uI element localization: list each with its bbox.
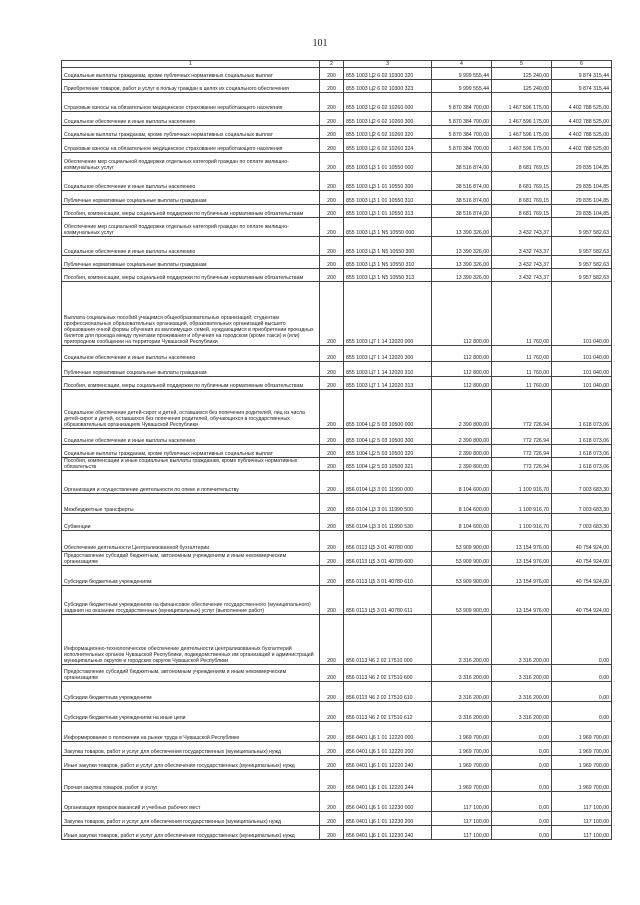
row-approved-cell: 13 390 326,00 (432, 237, 492, 256)
table-row (62, 756, 612, 770)
row-code-cell: 200 (320, 93, 344, 112)
row-remainder-cell: 4 402 788 525,00 (552, 139, 612, 153)
table-row (62, 514, 612, 531)
row-code-cell: 200 (320, 742, 344, 756)
row-name-cell: Предоставление субсидий бюджетным, автономным учреждениям и иным некоммерческим организациям (62, 552, 320, 566)
row-executed-cell: 11 760,00 (492, 377, 552, 390)
row-approved-cell: 9 999 555,44 (432, 80, 492, 93)
row-remainder-cell: 101 040,00 (552, 377, 612, 390)
row-remainder-cell: 0,00 (552, 682, 612, 702)
table-row (62, 812, 612, 826)
row-approved-cell: 2 390 800,00 (432, 445, 492, 458)
row-executed-cell: 13 154 976,00 (492, 586, 552, 615)
row-approved-cell: 3 316 200,00 (432, 665, 492, 682)
row-classification-cell: 855 1004 Ц2 5 03 10500 300 (344, 429, 432, 445)
row-name-cell: Организация ярмарок вакансий и учебных рабочих мест (62, 792, 320, 812)
row-code-cell: 200 (320, 153, 344, 172)
row-approved-cell: 112 800,00 (432, 362, 492, 377)
row-approved-cell: 53 909 900,00 (432, 586, 492, 615)
row-classification-cell: 855 1003 Ц2 6 02 10260 300 (344, 112, 432, 126)
table-row (62, 471, 612, 494)
row-name-cell: Социальное обеспечение и иные выплаты населению (62, 172, 320, 191)
row-approved-cell: 5 870 384 700,00 (432, 126, 492, 139)
row-remainder-cell: 1 969 700,00 (552, 742, 612, 756)
row-code-cell: 200 (320, 722, 344, 742)
column-number-header: 2 (320, 61, 344, 68)
table-row (62, 615, 612, 665)
row-remainder-cell: 1 618 073,06 (552, 390, 612, 429)
row-code-cell: 200 (320, 531, 344, 552)
row-executed-cell: 8 681 769,15 (492, 205, 552, 218)
row-code-cell: 200 (320, 770, 344, 792)
row-approved-cell: 8 104 600,00 (432, 471, 492, 494)
table-row (62, 377, 612, 390)
row-executed-cell: 3 316 200,00 (492, 665, 552, 682)
row-remainder-cell: 40 754 924,00 (552, 552, 612, 566)
row-code-cell: 200 (320, 80, 344, 93)
row-remainder-cell: 29 835 104,85 (552, 205, 612, 218)
row-code-cell: 200 (320, 377, 344, 390)
row-name-cell: Публичные нормативные социальные выплаты гражданам (62, 362, 320, 377)
row-code-cell: 200 (320, 826, 344, 840)
row-executed-cell: 1 100 916,70 (492, 514, 552, 531)
row-remainder-cell: 7 003 683,30 (552, 514, 612, 531)
row-approved-cell: 8 104 600,00 (432, 514, 492, 531)
row-name-cell: Социальное обеспечение и иные выплаты населению (62, 429, 320, 445)
row-executed-cell: 0,00 (492, 742, 552, 756)
table-row (62, 826, 612, 840)
row-name-cell: Иные закупки товаров, работ и услуг для обеспечения государственных (муниципальных) нужд (62, 826, 320, 840)
table-row (62, 362, 612, 377)
row-classification-cell: 856 0113 Ч6 2 02 17510 610 (344, 682, 432, 702)
column-number-header: 6 (552, 61, 612, 68)
row-remainder-cell: 9 874 315,44 (552, 80, 612, 93)
row-name-cell: Субсидии бюджетным учреждениям (62, 566, 320, 586)
row-remainder-cell: 9 957 582,63 (552, 218, 612, 237)
row-approved-cell: 117 100,00 (432, 812, 492, 826)
row-classification-cell: 856 0113 Ц5 3 01 40780 000 (344, 531, 432, 552)
row-code-cell: 200 (320, 586, 344, 615)
row-classification-cell: 855 1003 Ц3 1 N5 10550 313 (344, 269, 432, 282)
row-approved-cell: 112 800,00 (432, 377, 492, 390)
row-executed-cell: 125 240,00 (492, 80, 552, 93)
row-classification-cell: 855 1003 Ц2 6 02 10260 324 (344, 139, 432, 153)
row-approved-cell: 13 390 326,00 (432, 218, 492, 237)
row-executed-cell: 8 681 769,15 (492, 191, 552, 205)
row-approved-cell: 9 999 555,44 (432, 68, 492, 80)
row-classification-cell: 855 1003 Ц3 1 01 10550 310 (344, 191, 432, 205)
row-name-cell: Субсидии бюджетным учреждениям на иные цели (62, 702, 320, 722)
row-classification-cell: 856 0401 Ц6 1 01 12230 200 (344, 812, 432, 826)
row-code-cell: 200 (320, 269, 344, 282)
row-executed-cell: 0,00 (492, 826, 552, 840)
row-classification-cell: 855 1004 Ц2 5 03 10500 321 (344, 458, 432, 471)
row-executed-cell: 3 316 200,00 (492, 702, 552, 722)
row-code-cell: 200 (320, 390, 344, 429)
row-executed-cell: 11 760,00 (492, 346, 552, 362)
table-row (62, 112, 612, 126)
row-approved-cell: 112 800,00 (432, 346, 492, 362)
row-code-cell: 200 (320, 139, 344, 153)
row-name-cell: Страховые взносы на обязательное медицинское страхование неработающего населения (62, 93, 320, 112)
row-executed-cell: 125 240,00 (492, 68, 552, 80)
row-classification-cell: 855 1003 Ц3 1 N5 10550 310 (344, 256, 432, 269)
row-classification-cell: 856 0401 Ц6 1 01 12220 000 (344, 722, 432, 742)
row-classification-cell: 856 0113 Ч6 2 02 17510 000 (344, 615, 432, 665)
row-remainder-cell: 9 957 582,63 (552, 269, 612, 282)
row-classification-cell: 855 1003 Ц3 1 N5 10550 300 (344, 237, 432, 256)
row-executed-cell: 11 760,00 (492, 282, 552, 346)
table-row (62, 256, 612, 269)
row-executed-cell: 3 432 743,37 (492, 218, 552, 237)
row-classification-cell: 855 1003 Ц3 1 01 10550 300 (344, 172, 432, 191)
row-remainder-cell: 1 618 073,06 (552, 429, 612, 445)
row-executed-cell: 0,00 (492, 812, 552, 826)
row-remainder-cell: 4 402 788 525,00 (552, 93, 612, 112)
row-classification-cell: 856 0113 Ц5 3 01 40780 610 (344, 566, 432, 586)
row-approved-cell: 112 800,00 (432, 282, 492, 346)
row-name-cell: Субсидии бюджетным учреждениям (62, 682, 320, 702)
row-classification-cell: 856 0401 Ц6 1 01 12220 200 (344, 742, 432, 756)
row-executed-cell: 772 726,94 (492, 445, 552, 458)
row-classification-cell: 856 0104 Ц3 3 01 11990 500 (344, 494, 432, 514)
row-classification-cell: 855 1003 Ц2 6 02 10300 320 (344, 68, 432, 80)
row-classification-cell: 856 0401 Ц6 1 01 12230 240 (344, 826, 432, 840)
row-remainder-cell: 4 402 788 525,00 (552, 126, 612, 139)
row-classification-cell: 855 1003 Ц7 1 14 12020 310 (344, 362, 432, 377)
row-name-cell: Закупка товаров, работ и услуг для обеспечения государственных (муниципальных) нужд (62, 812, 320, 826)
row-approved-cell: 117 100,00 (432, 792, 492, 812)
table-row (62, 191, 612, 205)
row-code-cell: 200 (320, 346, 344, 362)
column-number-header: 4 (432, 61, 492, 68)
row-name-cell: Организация и осуществление деятельности по опеке и попечительству (62, 471, 320, 494)
row-remainder-cell: 101 040,00 (552, 346, 612, 362)
column-number-header: 3 (344, 61, 432, 68)
row-code-cell: 200 (320, 458, 344, 471)
row-name-cell: Иные закупки товаров, работ и услуг для обеспечения государственных (муниципальных) нужд (62, 756, 320, 770)
table-row (62, 205, 612, 218)
row-approved-cell: 38 516 874,00 (432, 191, 492, 205)
row-name-cell: Субсидии бюджетным учреждениям на финансовое обеспечение государственного (муниципального) задания на оказание государственных (муниципальных) услуг (выполнение работ) (62, 586, 320, 615)
row-classification-cell: 855 1004 Ц2 5 03 10500 000 (344, 390, 432, 429)
table-row (62, 346, 612, 362)
row-code-cell: 200 (320, 237, 344, 256)
row-remainder-cell: 0,00 (552, 702, 612, 722)
row-classification-cell: 855 1003 Ц2 6 02 10260 000 (344, 93, 432, 112)
row-remainder-cell: 1 969 700,00 (552, 756, 612, 770)
row-remainder-cell: 9 957 582,63 (552, 237, 612, 256)
row-classification-cell: 856 0104 Ц3 3 01 11990 000 (344, 471, 432, 494)
row-name-cell: Страховые взносы на обязательное медицинское страхование неработающего населения (62, 139, 320, 153)
row-executed-cell: 1 100 916,70 (492, 471, 552, 494)
row-classification-cell: 855 1004 Ц2 5 03 10500 320 (344, 445, 432, 458)
row-executed-cell: 1 467 596 175,00 (492, 112, 552, 126)
row-code-cell: 200 (320, 665, 344, 682)
row-classification-cell: 855 1003 Ц3 1 01 10550 000 (344, 153, 432, 172)
row-executed-cell: 1 100 916,70 (492, 494, 552, 514)
row-name-cell: Приобретение товаров, работ и услуг в пользу граждан в целях их социального обеспечения (62, 80, 320, 93)
row-remainder-cell: 40 754 924,00 (552, 586, 612, 615)
row-remainder-cell: 117 100,00 (552, 826, 612, 840)
row-code-cell: 200 (320, 792, 344, 812)
table-row (62, 139, 612, 153)
row-classification-cell: 855 1003 Ц7 1 14 12020 313 (344, 377, 432, 390)
table-row (62, 93, 612, 112)
table-row (62, 586, 612, 615)
row-code-cell: 200 (320, 566, 344, 586)
row-executed-cell: 0,00 (492, 756, 552, 770)
row-code-cell: 200 (320, 362, 344, 377)
row-remainder-cell: 1 618 073,06 (552, 458, 612, 471)
row-name-cell: Пособия, компенсации, меры социальной поддержки по публичным нормативным обязательствам (62, 269, 320, 282)
column-number-header: 5 (492, 61, 552, 68)
table-row (62, 80, 612, 93)
row-classification-cell: 856 0113 Ц5 3 01 40780 611 (344, 586, 432, 615)
row-name-cell: Информирование о положении на рынке труда в Чувашской Республике (62, 722, 320, 742)
table-row (62, 68, 612, 80)
row-executed-cell: 8 681 769,15 (492, 153, 552, 172)
row-executed-cell: 3 316 200,00 (492, 682, 552, 702)
row-code-cell: 200 (320, 429, 344, 445)
row-remainder-cell: 1 969 700,00 (552, 722, 612, 742)
column-number-header: 1 (62, 61, 320, 68)
row-executed-cell: 3 432 743,37 (492, 269, 552, 282)
row-classification-cell: 855 1003 Ц2 6 02 10260 320 (344, 126, 432, 139)
row-name-cell: Закупка товаров, работ и услуг для обеспечения государственных (муниципальных) нужд (62, 742, 320, 756)
row-remainder-cell: 4 402 788 525,00 (552, 112, 612, 126)
table-body (62, 68, 612, 840)
row-executed-cell: 13 154 976,00 (492, 531, 552, 552)
row-code-cell: 200 (320, 445, 344, 458)
row-remainder-cell: 0,00 (552, 665, 612, 682)
row-classification-cell: 856 0113 Ч6 2 02 17510 612 (344, 702, 432, 722)
row-executed-cell: 11 760,00 (492, 362, 552, 377)
row-executed-cell: 1 467 596 175,00 (492, 139, 552, 153)
row-classification-cell: 855 1003 Ц7 1 14 12020 300 (344, 346, 432, 362)
row-approved-cell: 38 516 874,00 (432, 153, 492, 172)
table-row (62, 702, 612, 722)
table-row (62, 153, 612, 172)
row-code-cell: 200 (320, 756, 344, 770)
table-row (62, 665, 612, 682)
row-approved-cell: 1 969 700,00 (432, 722, 492, 742)
row-name-cell: Пособия, компенсации, меры социальной поддержки по публичным нормативным обязательствам (62, 205, 320, 218)
row-name-cell: Социальное обеспечение и иные выплаты населению (62, 237, 320, 256)
row-name-cell: Межбюджетные трансферты (62, 494, 320, 514)
row-remainder-cell: 29 835 104,85 (552, 153, 612, 172)
row-code-cell: 200 (320, 514, 344, 531)
row-approved-cell: 2 390 800,00 (432, 429, 492, 445)
row-classification-cell: 856 0401 Ц6 1 01 12220 240 (344, 756, 432, 770)
table-row (62, 742, 612, 756)
row-approved-cell: 3 316 200,00 (432, 702, 492, 722)
table-row (62, 172, 612, 191)
row-remainder-cell: 1 618 073,06 (552, 445, 612, 458)
row-executed-cell: 772 726,94 (492, 458, 552, 471)
table-row (62, 566, 612, 586)
row-executed-cell: 1 467 596 175,00 (492, 126, 552, 139)
row-approved-cell: 1 969 700,00 (432, 756, 492, 770)
row-approved-cell: 8 104 600,00 (432, 494, 492, 514)
row-name-cell: Обеспечение мер социальной поддержки отдельных категорий граждан по оплате жилищно-коммунальных услуг (62, 153, 320, 172)
column-number-row (62, 61, 612, 68)
row-name-cell: Обеспечение мер социальной поддержки отдельных категорий граждан по оплате жилищно-коммунальных услуг (62, 218, 320, 237)
row-remainder-cell: 7 003 683,30 (552, 471, 612, 494)
table-row (62, 237, 612, 256)
row-name-cell: Социальные выплаты гражданам, кроме публичных нормативных социальных выплат (62, 68, 320, 80)
row-name-cell: Информационно-технологическое обеспечение деятельности централизованных бухгалтерий исполнительных органов Чувашской Республики, подведомственных им организаций и администраций муниципальных округов и городских округов Чувашской Республики (62, 615, 320, 665)
table-row (62, 792, 612, 812)
row-executed-cell: 772 726,94 (492, 429, 552, 445)
table-row (62, 282, 612, 346)
row-approved-cell: 13 390 326,00 (432, 269, 492, 282)
table-row (62, 552, 612, 566)
row-approved-cell: 1 969 700,00 (432, 742, 492, 756)
row-classification-cell: 855 1003 Ц2 6 02 10300 323 (344, 80, 432, 93)
page-number: 101 (312, 38, 328, 49)
row-code-cell: 200 (320, 682, 344, 702)
table-row (62, 390, 612, 429)
row-remainder-cell: 29 835 104,85 (552, 191, 612, 205)
row-approved-cell: 117 100,00 (432, 826, 492, 840)
row-classification-cell: 856 0113 Ц5 3 01 40780 600 (344, 552, 432, 566)
table-row (62, 458, 612, 471)
row-code-cell: 200 (320, 112, 344, 126)
table-row (62, 429, 612, 445)
row-approved-cell: 1 969 700,00 (432, 770, 492, 792)
row-code-cell: 200 (320, 812, 344, 826)
row-approved-cell: 38 516 874,00 (432, 172, 492, 191)
row-approved-cell: 53 909 900,00 (432, 531, 492, 552)
row-classification-cell: 856 0401 Ц6 1 01 12230 000 (344, 792, 432, 812)
row-code-cell: 200 (320, 471, 344, 494)
row-code-cell: 200 (320, 68, 344, 80)
row-code-cell: 200 (320, 494, 344, 514)
row-executed-cell: 0,00 (492, 770, 552, 792)
table-row (62, 531, 612, 552)
row-name-cell: Предоставление субсидий бюджетным, автономным учреждениям и иным некоммерческим организациям (62, 665, 320, 682)
row-remainder-cell: 101 040,00 (552, 282, 612, 346)
row-name-cell: Субвенции (62, 514, 320, 531)
row-approved-cell: 5 870 384 700,00 (432, 139, 492, 153)
row-code-cell: 200 (320, 552, 344, 566)
row-executed-cell: 3 432 743,37 (492, 256, 552, 269)
row-code-cell: 200 (320, 256, 344, 269)
row-approved-cell: 2 390 800,00 (432, 390, 492, 429)
row-remainder-cell: 117 100,00 (552, 812, 612, 826)
table-row (62, 722, 612, 742)
row-executed-cell: 1 467 596 175,00 (492, 93, 552, 112)
row-approved-cell: 5 870 384 700,00 (432, 93, 492, 112)
row-name-cell: Выплата социальных пособий учащимся общеобразовательных организаций, студентам профессиональных образовательных организаций, образовательных организаций высшего образования очной формы обучения из малоимущих семей, нуждающимся в приобретении проездных билетов для проезда между пунктами проживания и обучения на городском (кроме такси) и (или) пригородном сообщении на территории Чувашской Республики (62, 282, 320, 346)
row-code-cell: 200 (320, 282, 344, 346)
row-code-cell: 200 (320, 126, 344, 139)
row-classification-cell: 856 0104 Ц3 3 01 11990 530 (344, 514, 432, 531)
row-classification-cell: 855 1003 Ц7 1 14 12020 000 (344, 282, 432, 346)
row-remainder-cell: 40 754 924,00 (552, 531, 612, 552)
row-remainder-cell: 0,00 (552, 615, 612, 665)
table-row (62, 218, 612, 237)
row-remainder-cell: 1 969 700,00 (552, 770, 612, 792)
row-executed-cell: 13 154 976,00 (492, 552, 552, 566)
row-approved-cell: 13 390 326,00 (432, 256, 492, 269)
row-name-cell: Социальное обеспечение и иные выплаты населению (62, 346, 320, 362)
row-remainder-cell: 7 003 683,30 (552, 494, 612, 514)
row-executed-cell: 3 316 200,00 (492, 615, 552, 665)
table-row (62, 770, 612, 792)
row-name-cell: Прочая закупка товаров, работ и услуг (62, 770, 320, 792)
row-name-cell: Социальное обеспечение и иные выплаты населению (62, 112, 320, 126)
row-classification-cell: 856 0113 Ч6 2 02 17510 600 (344, 665, 432, 682)
table-row (62, 445, 612, 458)
row-name-cell: Социальные выплаты гражданам, кроме публичных нормативных социальных выплат (62, 445, 320, 458)
row-classification-cell: 856 0401 Ц6 1 01 12220 244 (344, 770, 432, 792)
row-code-cell: 200 (320, 191, 344, 205)
row-name-cell: Публичные нормативные социальные выплаты гражданам (62, 191, 320, 205)
budget-execution-table (61, 60, 612, 840)
row-remainder-cell: 9 957 582,63 (552, 256, 612, 269)
table-row (62, 682, 612, 702)
row-name-cell: Пособия, компенсации и иные социальные выплаты гражданам, кроме публичных нормативных обязательств (62, 458, 320, 471)
row-executed-cell: 13 154 976,00 (492, 566, 552, 586)
row-remainder-cell: 101 040,00 (552, 362, 612, 377)
row-remainder-cell: 117 100,00 (552, 792, 612, 812)
row-name-cell: Пособия, компенсации, меры социальной поддержки по публичным нормативным обязательствам (62, 377, 320, 390)
row-classification-cell: 855 1003 Ц3 1 01 10550 313 (344, 205, 432, 218)
row-executed-cell: 772 726,94 (492, 390, 552, 429)
row-approved-cell: 53 909 900,00 (432, 566, 492, 586)
table-row (62, 494, 612, 514)
row-code-cell: 200 (320, 702, 344, 722)
row-approved-cell: 3 316 200,00 (432, 682, 492, 702)
row-name-cell: Социальные выплаты гражданам, кроме публичных нормативных социальных выплат (62, 126, 320, 139)
row-executed-cell: 8 681 769,15 (492, 172, 552, 191)
row-approved-cell: 3 316 200,00 (432, 615, 492, 665)
row-code-cell: 200 (320, 172, 344, 191)
row-classification-cell: 855 1003 Ц3 1 N5 10550 000 (344, 218, 432, 237)
row-executed-cell: 0,00 (492, 792, 552, 812)
row-name-cell: Социальное обеспечение детей-сирот и детей, оставшихся без попечения родителей, лиц из числа детей-сирот и детей, оставшихся без попечения родителей, обучающихся в государственных образовательных организациях Чувашской Республики (62, 390, 320, 429)
row-remainder-cell: 9 874 315,44 (552, 68, 612, 80)
row-remainder-cell: 29 835 104,85 (552, 172, 612, 191)
row-code-cell: 200 (320, 218, 344, 237)
table-row (62, 269, 612, 282)
row-executed-cell: 3 432 743,37 (492, 237, 552, 256)
table-row (62, 126, 612, 139)
row-remainder-cell: 40 754 924,00 (552, 566, 612, 586)
row-approved-cell: 2 390 800,00 (432, 458, 492, 471)
row-code-cell: 200 (320, 615, 344, 665)
row-approved-cell: 53 909 900,00 (432, 552, 492, 566)
row-name-cell: Обеспечение деятельности Централизованной бухгалтерии (62, 531, 320, 552)
row-approved-cell: 38 516 874,00 (432, 205, 492, 218)
row-approved-cell: 5 870 384 700,00 (432, 112, 492, 126)
row-name-cell: Публичные нормативные социальные выплаты гражданам (62, 256, 320, 269)
row-executed-cell: 0,00 (492, 722, 552, 742)
row-code-cell: 200 (320, 205, 344, 218)
